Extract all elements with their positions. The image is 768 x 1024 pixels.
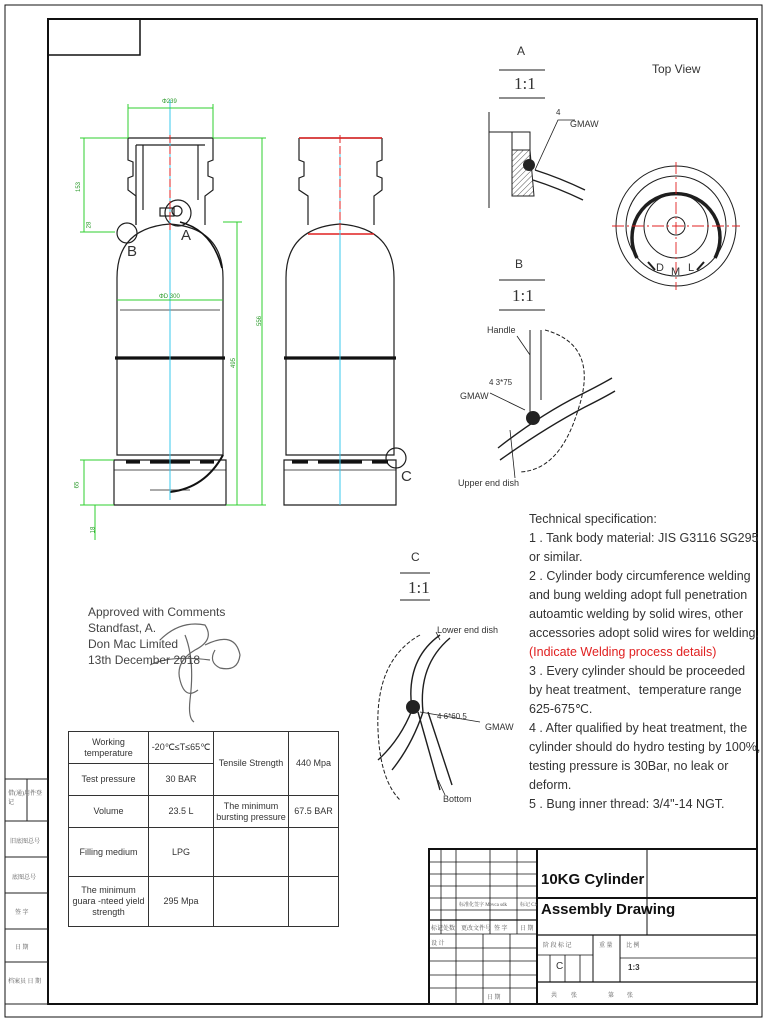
drawing-title-line-2: Assembly Drawing <box>541 901 676 918</box>
detail-a-scale: 1:1 <box>514 74 536 93</box>
tb-stage-label: 阶 段 标 记 <box>543 943 572 949</box>
cell-empty-2 <box>289 828 339 876</box>
dimension-lines <box>80 104 266 540</box>
tb-col-4: 签 字 <box>494 926 508 932</box>
tb-small-1: 标准化签字 Mevca sdk <box>459 903 508 908</box>
detail-b-handle: Handle <box>487 325 516 335</box>
top-view-title: Top View <box>652 62 701 76</box>
tb-weight-label: 重 量 <box>599 943 613 949</box>
detail-a-hatch <box>512 150 534 196</box>
tb-row-design: 设 计 <box>431 941 445 947</box>
dim-h3: 495 <box>231 357 238 369</box>
dim-h4: 556 <box>257 315 264 327</box>
cell-working-temp-label: Working temperature <box>69 732 149 764</box>
detail-c <box>378 573 480 800</box>
cell-yield-value: 295 Mpa <box>149 876 214 926</box>
cell-tensile-value: 440 Mpa <box>289 732 339 796</box>
cell-empty-3 <box>214 876 289 926</box>
tb-scale-label: 比 例 <box>626 943 640 949</box>
side-view-cylinder <box>284 138 406 505</box>
tb-col-2: 处数 <box>443 926 456 932</box>
strip-label-4: 签 字 <box>15 910 29 916</box>
detail-a-weld <box>523 159 535 171</box>
dim-h5: 65 <box>74 481 81 489</box>
detail-c-weld <box>406 700 420 714</box>
cell-working-temp-value: -20℃≤T≤65℃ <box>149 732 214 764</box>
dim-h2: 28 <box>86 221 93 229</box>
cell-empty-1 <box>214 828 289 876</box>
centerlines <box>170 100 340 505</box>
spec-item-5: 5 . Bung inner thread: 3/4"-14 NGT. <box>529 797 725 811</box>
tb-col-3: 更改文件号 <box>461 926 492 932</box>
approval-line-1: Approved with Comments <box>88 605 226 619</box>
detail-a-letter: A <box>517 44 526 58</box>
detail-b-weld-label: 4 3*75 <box>489 378 513 387</box>
cell-bursting-value: 67.5 BAR <box>289 796 339 828</box>
cell-filling-value: LPG <box>149 828 214 876</box>
top-view-mark-m: M <box>671 266 681 278</box>
strip-label-5: 日 期 <box>15 945 29 951</box>
cell-test-pressure-label: Test pressure <box>69 764 149 796</box>
top-view-mark-l: L <box>688 262 695 274</box>
cell-bursting-label: The minimum bursting pressure <box>214 796 289 828</box>
approval-line-3: Don Mac Limited <box>88 637 179 651</box>
dim-h1: 153 <box>76 181 83 193</box>
spec-item-3: 3 . Every cylinder should be proceeded by heat treatment、temperature range 625-675℃. <box>529 664 746 716</box>
detail-a <box>489 70 585 208</box>
detail-b-gmaw: GMAW <box>460 391 489 401</box>
approval-note <box>88 604 225 668</box>
centerline-red-segments <box>170 135 340 230</box>
callout-c: C <box>401 468 412 485</box>
tb-sheets-1: 张 <box>571 993 578 999</box>
properties-table <box>68 731 339 927</box>
spec-item-2-red: (Indicate Welding process details) <box>529 645 717 659</box>
strip-label-2: 旧底图总号 <box>10 839 41 845</box>
spec-item-2 <box>529 567 761 662</box>
tb-small-2: 标记 CS <box>520 903 538 908</box>
detail-c-weld-label: 4 6*60.5 <box>437 712 467 721</box>
tb-sheet-no: 第 <box>608 993 615 999</box>
spec-item-4: 4 . After qualified by heat treatment, the cylinder should do hydro testing by 100%, testing pressure is 30Bar, no leak or deform. <box>529 721 761 792</box>
dim-top-diameter: Φ239 <box>162 99 177 105</box>
stage-mark: C <box>556 961 564 972</box>
detail-c-letter: C <box>411 550 420 564</box>
dim-body-diameter: ΦD 300 <box>159 294 180 300</box>
strip-label-1: 借(通)用件登记 <box>8 791 42 806</box>
technical-specification <box>529 510 761 814</box>
cell-volume-value: 23.5 L <box>149 796 214 828</box>
callout-b: B <box>127 243 138 260</box>
strip-label-6: 档案员 日 期 <box>8 979 42 985</box>
cell-empty-4 <box>289 876 339 926</box>
tb-col-1: 标记 <box>431 926 444 932</box>
approval-line-4: 13th December 2018 <box>88 653 201 667</box>
detail-b-weld <box>526 411 540 425</box>
strip-label-3: 底图总号 <box>12 875 37 881</box>
detail-c-gmaw: GMAW <box>485 722 514 732</box>
spec-item-2-text: 2 . Cylinder body circumference welding and bung welding adopt full penetration autoamtic welding by solid wires, other accessories adopt solid wires for welding. <box>529 569 759 640</box>
cell-filling-label: Filling medium <box>69 828 149 876</box>
cell-tensile-label: Tensile Strength <box>214 732 289 796</box>
callout-a: A <box>181 227 192 244</box>
dim-h6: 18 <box>90 526 97 534</box>
top-view-mark-d: D <box>656 262 664 274</box>
drawing-title <box>541 865 675 925</box>
detail-a-weld-label: 4 <box>556 108 561 117</box>
detail-b-upper: Upper end dish <box>458 478 520 488</box>
cell-test-pressure-value: 30 BAR <box>149 764 214 796</box>
left-strip <box>5 779 48 1004</box>
detail-a-gmaw: GMAW <box>570 119 599 129</box>
detail-c-lower: Lower end dish <box>437 625 499 635</box>
drawing-title-line-1: 10KG Cylinder <box>541 871 645 888</box>
tb-date-bottom: 日 期 <box>487 995 501 1001</box>
tb-col-5: 日 期 <box>520 926 534 932</box>
detail-c-scale: 1:1 <box>408 578 430 597</box>
tb-sheets-2: 张 <box>627 993 634 999</box>
tb-total: 共 <box>551 993 558 999</box>
detail-b-scale: 1:1 <box>512 286 534 305</box>
detail-b-letter: B <box>515 257 524 271</box>
drawing-scale: 1:3 <box>628 963 640 972</box>
cell-yield-label: The minimum guara -nteed yield strength <box>69 876 149 926</box>
detail-c-bottom: Bottom <box>443 794 472 804</box>
cell-volume-label: Volume <box>69 796 149 828</box>
spec-heading: Technical specification: <box>529 512 657 526</box>
spec-item-1: 1 . Tank body material: JIS G3116 SG295 or similar. <box>529 531 759 564</box>
approval-line-2: Standfast, A. <box>88 621 157 635</box>
